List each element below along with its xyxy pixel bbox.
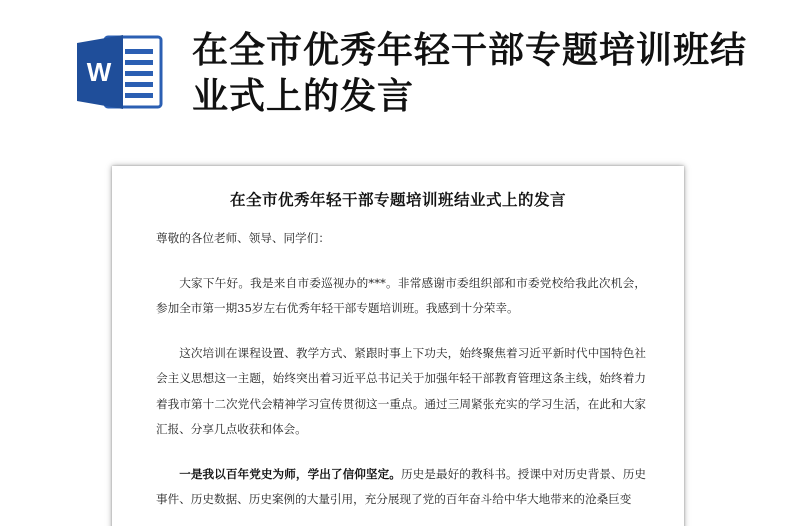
header	[0, 0, 800, 160]
paragraph-3-lead: 一是我以百年党史为师，学出了信仰坚定。	[179, 466, 401, 481]
document-body	[156, 226, 646, 526]
header-title: 在全市优秀年轻干部专题培训班结业式上的发言	[192, 30, 748, 117]
paragraph-2: 这次培训在课程设置、教学方式、紧跟时事上下功夫，始终聚焦着习近平新时代中国特色社会主义思想这一主题，始终突出着习近平总书记关于加强年轻干部教育管理这条主线，始终着力着我市第十二次党代会精神学习宣传贯彻这一重点。通过三周紧张充实的学习生活，在此和大家汇报、分享几点收获和体会。	[156, 345, 646, 436]
word-icon	[75, 33, 165, 111]
paragraph-1: 大家下午好。我是来自市委巡视办的***。非常感谢市委组织部和市委党校给我此次机会，参加全市第一期35岁左右优秀年轻干部专题培训班。我感到十分荣幸。	[156, 275, 646, 315]
word-icon-letter: W	[86, 57, 112, 87]
salutation: 尊敬的各位老师、领导、同学们：	[156, 231, 330, 245]
document-page-area	[0, 160, 800, 526]
paragraph-3	[156, 462, 646, 513]
document-page	[112, 166, 684, 526]
paragraph-3-rest: 历史是最好的教科书。授课中对历史背景、历史事件、历史数据、历史案例的大量引用，充分展现了党的百年奋斗给中华大地带来的沧桑巨变	[156, 466, 646, 506]
document-title: 在全市优秀年轻干部专题培训班结业式上的发言	[229, 190, 566, 209]
